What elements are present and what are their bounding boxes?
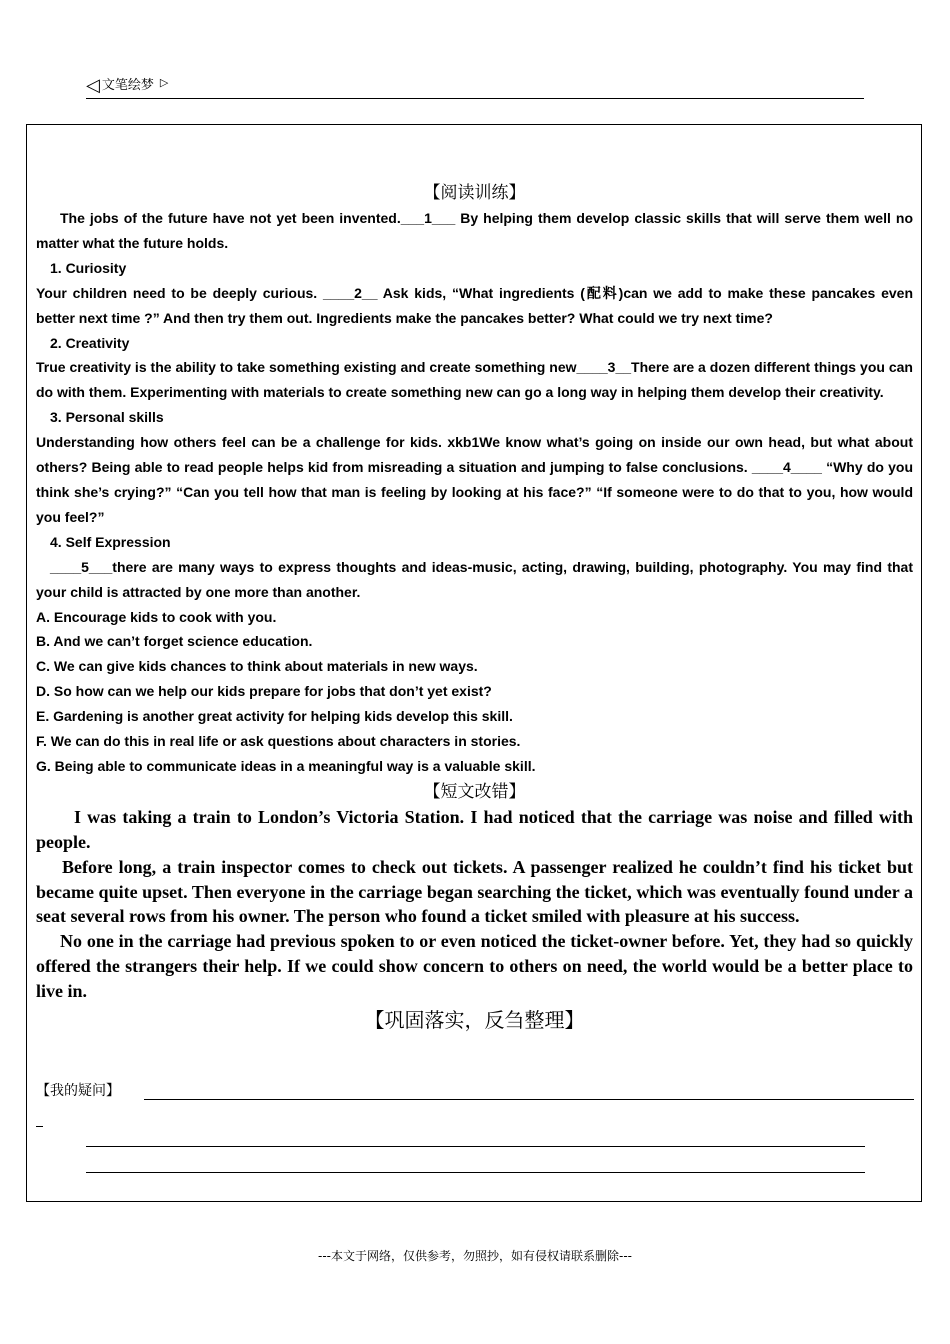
answer-line-stub <box>36 1126 43 1127</box>
option-item: B. And we can’t forget science education. <box>36 633 313 650</box>
answer-line[interactable] <box>86 1172 865 1173</box>
answer-line[interactable] <box>86 1146 865 1147</box>
triangle-right-icon: ▷ <box>159 77 169 89</box>
option-item: F. We can do this in real life or ask questions about characters in stories. <box>36 733 521 750</box>
reading-heading: 3. Personal skills <box>50 409 164 426</box>
review-title: 【巩固落实，反刍整理】 <box>364 1008 585 1033</box>
correction-paragraph: No one in the carriage had previous spoken to or even noticed the ticket-owner before. Yet, they had so quickly offered the strangers their help. If we could show concern to others on need, the world would be a better place to live in. <box>36 931 913 1002</box>
option-item: D. So how can we help our kids prepare for jobs that don’t yet exist? <box>36 683 492 700</box>
option-item: G. Being able to communicate ideas in a meaningful way is a valuable skill. <box>36 757 536 774</box>
correction-paragraph: I was taking a train to London’s Victoria Station. I had noticed that the carriage was noise and filled with people. <box>36 806 913 852</box>
reading-paragraph: ____5___there are many ways to express thoughts and ideas-music, acting, drawing, building, photography. You may find that your child is attracted by one more than another. <box>36 558 913 600</box>
reading-heading: 1. Curiosity <box>50 259 127 276</box>
triangle-left-icon: ◁ <box>86 75 100 95</box>
reading-paragraph: Understanding how others feel can be a challenge for kids. xkb1We know what’s going on inside our own head, but what about others? Being able to read people helps kid from misreading a situation and jumping to false conclusions. ____4____ “Why do you think she’s crying?” “Can you tell how that man is feeling by looking at his face?” “If someone were to do that to you, how would you feel?” <box>36 434 913 525</box>
footer-disclaimer: ---本文于网络，仅供参考，勿照抄，如有侵权请联系删除--- <box>318 1249 632 1263</box>
my-question-area <box>36 1080 914 1100</box>
reading-paragraph: Your children need to be deeply curious. ____2__ Ask kids, “What ingredients (配料)can we add to make these pancakes even better next time ?” And then try them out. Ingredients make the pancakes better? What could we try next time? <box>36 284 913 326</box>
reading-section <box>36 206 913 779</box>
reading-heading: 2. Creativity <box>50 334 130 351</box>
correction-paragraph: Before long, a train inspector comes to check out tickets. A passenger realized he couldn’t find his ticket but became quite upset. Then everyone in the carriage began searching the ticket, which was eventually found under a seat several rows from his owner. The person who found a ticket smiled with pleasure at his success. <box>36 856 913 927</box>
correction-section <box>36 805 913 1004</box>
brand-text: 文笔绘梦 <box>101 77 154 92</box>
header-brand <box>86 74 168 96</box>
page-header <box>86 72 864 99</box>
reading-paragraph: The jobs of the future have not yet been invented.___1___ By helping them develop classic skills that will serve them well no matter what the future holds. <box>36 210 913 251</box>
my-question-label: 【我的疑问】 <box>36 1083 120 1099</box>
option-item: C. We can give kids chances to think about materials in new ways. <box>36 658 478 675</box>
reading-paragraph: True creativity is the ability to take something existing and create something new____3__There are a dozen different things you can do with them. Experimenting with materials to create something new can go a long way in helping them develop their creativity. <box>36 359 913 401</box>
answer-line[interactable] <box>144 1099 914 1100</box>
correction-title: 【短文改错】 <box>423 781 526 802</box>
worksheet-content <box>36 180 913 1034</box>
option-item: A. Encourage kids to cook with you. <box>36 608 277 625</box>
option-item: E. Gardening is another great activity for helping kids develop this skill. <box>36 708 513 725</box>
reading-title: 【阅读训练】 <box>423 183 526 203</box>
reading-heading: 4. Self Expression <box>50 533 171 550</box>
